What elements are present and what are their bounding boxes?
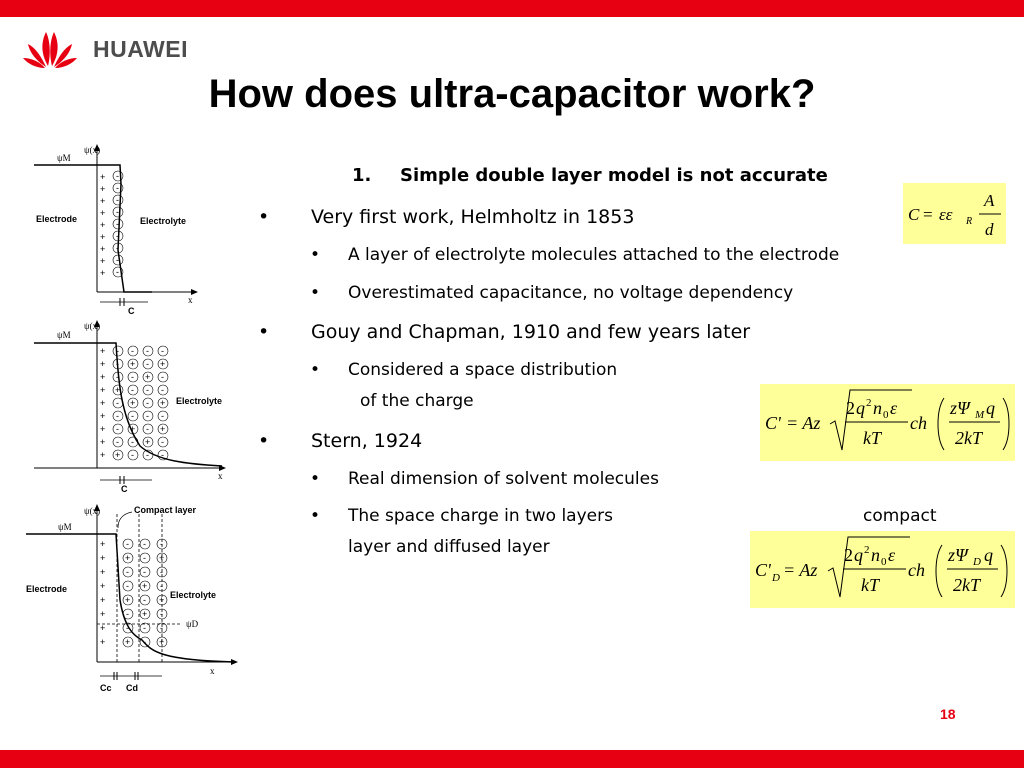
svg-text:-: - xyxy=(126,609,129,619)
svg-text:+: + xyxy=(100,359,106,369)
heading-number: 1. xyxy=(352,165,372,186)
svg-text:2: 2 xyxy=(864,544,870,556)
svg-text:0: 0 xyxy=(883,409,889,421)
svg-text:+: + xyxy=(100,637,106,647)
svg-text:+: + xyxy=(100,268,106,278)
d1-electrolyte-label: Electrolyte xyxy=(140,216,187,226)
svg-text:zΨ: zΨ xyxy=(948,545,968,565)
svg-text:C': C' xyxy=(755,560,771,580)
svg-text:-: - xyxy=(143,637,146,647)
svg-text:+: + xyxy=(100,595,106,605)
svg-text:+: + xyxy=(100,609,106,619)
page-number: 18 xyxy=(940,706,956,722)
svg-text:+: + xyxy=(100,437,106,447)
svg-text:+: + xyxy=(125,553,131,563)
svg-text:ε: ε xyxy=(888,545,896,565)
svg-text:-: - xyxy=(160,581,163,591)
svg-text:-: - xyxy=(143,595,146,605)
svg-text:+: + xyxy=(100,232,106,242)
bullet-icon: • xyxy=(310,506,321,526)
svg-text:-: - xyxy=(146,359,149,369)
d2-psi-m-label: ψM xyxy=(57,330,71,340)
svg-text:-: - xyxy=(160,567,163,577)
svg-text:-: - xyxy=(126,623,129,633)
svg-text:-: - xyxy=(126,539,129,549)
svg-text:-: - xyxy=(146,450,149,460)
svg-text:C': C' xyxy=(765,413,781,433)
bullet-icon: • xyxy=(310,283,321,303)
gouy-chapman-formula xyxy=(760,384,1015,461)
svg-text:A: A xyxy=(984,191,995,210)
svg-text:+: + xyxy=(160,424,166,434)
numbered-heading xyxy=(352,165,828,186)
svg-text:-: - xyxy=(116,183,119,193)
slide-title: How does ultra-capacitor work? xyxy=(208,72,816,116)
svg-text:-: - xyxy=(116,424,119,434)
svg-text:d: d xyxy=(985,220,994,239)
svg-text:ε: ε xyxy=(890,398,898,418)
d2-axis-y-label: ψ(x) xyxy=(84,321,101,331)
svg-text:-: - xyxy=(146,385,149,395)
svg-text:-: - xyxy=(160,623,163,633)
top-accent-bar xyxy=(0,0,1024,17)
svg-text:-: - xyxy=(143,567,146,577)
d1-electrode-label: Electrode xyxy=(36,214,78,224)
svg-text:-: - xyxy=(116,171,119,181)
svg-text:+: + xyxy=(142,609,148,619)
svg-text:+: + xyxy=(100,220,106,230)
d2-capacitance-label: C xyxy=(121,484,128,494)
svg-text:-: - xyxy=(160,609,163,619)
svg-text:-: - xyxy=(131,385,134,395)
bullet-icon: • xyxy=(258,430,270,452)
svg-text:ch: ch xyxy=(910,413,927,433)
svg-text:kT: kT xyxy=(863,428,881,448)
svg-text:-: - xyxy=(131,437,134,447)
svg-text:+: + xyxy=(100,196,106,206)
svg-text:-: - xyxy=(161,437,164,447)
svg-text:0: 0 xyxy=(881,556,887,568)
svg-text:+: + xyxy=(100,372,106,382)
gouy-chapman-diagram xyxy=(22,316,232,496)
svg-text:-: - xyxy=(146,411,149,421)
svg-text:+: + xyxy=(115,450,121,460)
d1-psi-m-label: ψM xyxy=(57,153,71,163)
svg-text:+: + xyxy=(159,637,165,647)
svg-text:-: - xyxy=(131,346,134,356)
svg-text:+: + xyxy=(145,372,151,382)
svg-text:-: - xyxy=(161,346,164,356)
d3-electrolyte-label: Electrolyte xyxy=(170,590,217,600)
svg-text:D: D xyxy=(973,556,981,568)
d3-psi-m-label: ψM xyxy=(58,522,72,532)
svg-text:-: - xyxy=(116,255,119,265)
svg-text:-: - xyxy=(116,346,119,356)
svg-text:2: 2 xyxy=(846,398,855,418)
svg-text:+: + xyxy=(130,359,136,369)
svg-text:+: + xyxy=(130,398,136,408)
helmholtz-formula xyxy=(903,183,1006,244)
svg-text:+: + xyxy=(100,567,106,577)
bottom-accent-bar xyxy=(0,750,1024,768)
svg-text:R: R xyxy=(966,216,973,227)
heading-text: Simple double layer model is not accurate xyxy=(400,165,828,186)
svg-text:-: - xyxy=(146,424,149,434)
svg-text:kT: kT xyxy=(861,575,879,595)
svg-text:-: - xyxy=(161,372,164,382)
svg-text:q: q xyxy=(856,398,865,418)
svg-text:-: - xyxy=(161,385,164,395)
svg-text:q: q xyxy=(854,545,863,565)
svg-text:+: + xyxy=(159,553,165,563)
d1-capacitance-label: C xyxy=(128,306,135,316)
svg-text:+: + xyxy=(100,424,106,434)
d2-axis-x-label: x xyxy=(218,471,223,481)
svg-text:-: - xyxy=(131,411,134,421)
svg-text:q: q xyxy=(986,398,995,418)
svg-text:q: q xyxy=(984,545,993,565)
svg-text:+: + xyxy=(145,437,151,447)
svg-text:=: = xyxy=(923,205,933,224)
svg-text:-: - xyxy=(161,450,164,460)
svg-text:-: - xyxy=(143,623,146,633)
d1-axis-y-label: ψ(x) xyxy=(84,145,101,155)
stern-diagram xyxy=(22,500,247,700)
bullet-icon: • xyxy=(310,245,321,265)
svg-text:+: + xyxy=(100,623,106,633)
svg-text:+: + xyxy=(100,398,106,408)
svg-text:+: + xyxy=(100,172,106,182)
svg-text:-: - xyxy=(116,231,119,241)
huawei-logo xyxy=(20,26,220,70)
svg-text:+: + xyxy=(100,450,106,460)
svg-text:zΨ: zΨ xyxy=(950,398,970,418)
svg-text:-: - xyxy=(116,411,119,421)
svg-text:+: + xyxy=(100,346,106,356)
d3-cd-label: Cd xyxy=(126,683,138,693)
svg-text:-: - xyxy=(143,539,146,549)
svg-text:+: + xyxy=(125,595,131,605)
svg-text:+: + xyxy=(130,424,136,434)
huawei-flower-icon xyxy=(20,26,80,70)
svg-text:εε: εε xyxy=(939,205,953,224)
bullet-icon: • xyxy=(310,360,321,380)
bullet-icon: • xyxy=(258,321,270,343)
svg-text:-: - xyxy=(116,267,119,277)
svg-text:-: - xyxy=(126,581,129,591)
svg-text:-: - xyxy=(146,398,149,408)
svg-text:+: + xyxy=(160,359,166,369)
d3-axis-x-label: x xyxy=(210,666,215,676)
svg-text:-: - xyxy=(116,398,119,408)
svg-text:+: + xyxy=(115,385,121,395)
bullet-icon: • xyxy=(258,206,270,228)
svg-text:-: - xyxy=(116,219,119,229)
svg-text:+: + xyxy=(100,385,106,395)
svg-text:-: - xyxy=(161,411,164,421)
stern-formula xyxy=(750,531,1015,608)
helmholtz-diagram xyxy=(22,140,232,320)
d2-electrolyte-label: Electrolyte xyxy=(176,396,223,406)
d3-cc-label: Cc xyxy=(100,683,112,693)
brand-name: HUAWEI xyxy=(93,36,188,62)
svg-text:ch: ch xyxy=(908,560,925,580)
svg-text:D: D xyxy=(772,572,780,584)
svg-text:+: + xyxy=(100,553,106,563)
svg-text:2kT: 2kT xyxy=(955,428,982,448)
svg-text:-: - xyxy=(160,539,163,549)
bullet-icon: • xyxy=(310,469,321,489)
svg-text:+: + xyxy=(100,244,106,254)
svg-text:+: + xyxy=(160,398,166,408)
svg-text:C: C xyxy=(908,205,920,224)
svg-text:-: - xyxy=(116,437,119,447)
svg-text:+: + xyxy=(100,581,106,591)
svg-text:2: 2 xyxy=(866,397,872,409)
svg-text:-: - xyxy=(116,195,119,205)
d3-electrode-label: Electrode xyxy=(26,584,68,594)
d3-axis-y-label: ψ(x) xyxy=(84,506,101,516)
svg-text:-: - xyxy=(116,207,119,217)
svg-text:-: - xyxy=(116,359,119,369)
svg-text:M: M xyxy=(975,409,985,421)
svg-text:2kT: 2kT xyxy=(953,575,980,595)
svg-text:+: + xyxy=(100,411,106,421)
svg-text:+: + xyxy=(100,256,106,266)
d3-compact-layer-label: Compact layer xyxy=(134,505,197,515)
svg-text:+: + xyxy=(159,595,165,605)
svg-text:+: + xyxy=(100,539,106,549)
d1-axis-x-label: x xyxy=(188,295,193,305)
svg-text:+: + xyxy=(100,184,106,194)
svg-text:= Az: = Az xyxy=(786,413,821,433)
d3-psi-d-label: ψD xyxy=(186,619,199,629)
svg-text:n: n xyxy=(873,398,882,418)
svg-text:+: + xyxy=(125,637,131,647)
svg-text:-: - xyxy=(116,372,119,382)
svg-text:-: - xyxy=(116,243,119,253)
svg-text:+: + xyxy=(100,208,106,218)
svg-text:-: - xyxy=(131,372,134,382)
svg-text:-: - xyxy=(126,567,129,577)
svg-text:+: + xyxy=(142,581,148,591)
svg-text:-: - xyxy=(143,553,146,563)
svg-text:-: - xyxy=(131,450,134,460)
svg-text:= Az: = Az xyxy=(783,560,818,580)
svg-text:-: - xyxy=(146,346,149,356)
svg-text:2: 2 xyxy=(844,545,853,565)
svg-text:n: n xyxy=(871,545,880,565)
